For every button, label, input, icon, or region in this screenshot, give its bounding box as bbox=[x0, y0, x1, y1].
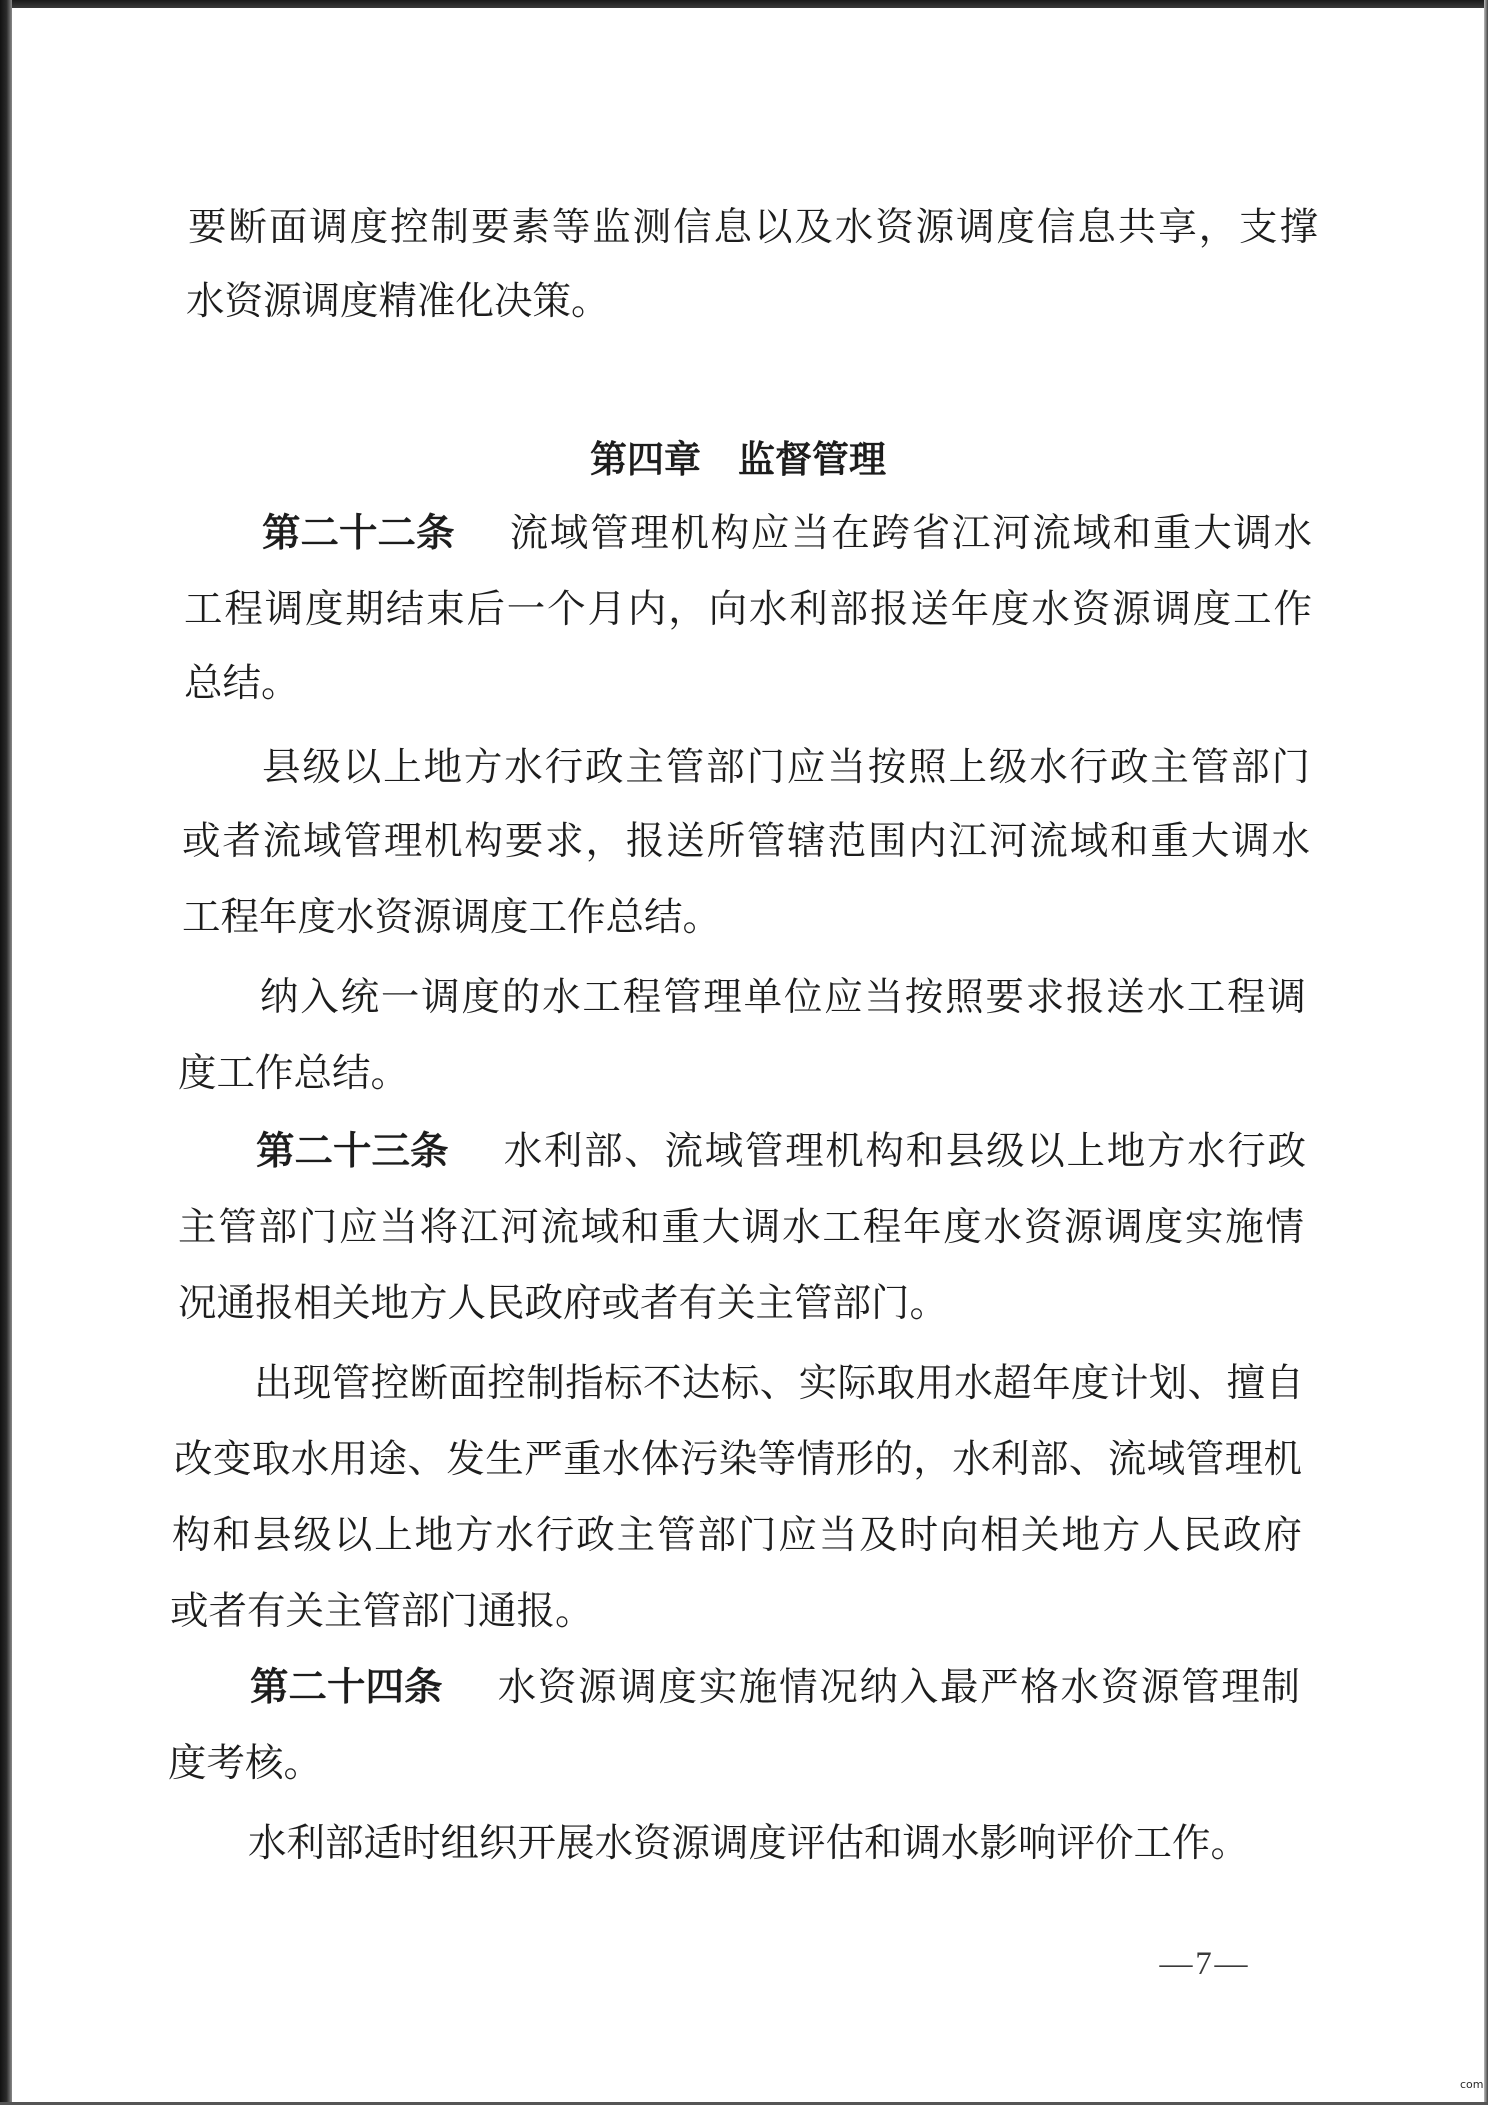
chapter-heading: 第四章 监督管理 bbox=[590, 438, 886, 481]
paragraph-line: 主管部门应当将江河流域和重大调水工程年度水资源调度实施情 bbox=[178, 1205, 1304, 1250]
paragraph-line: 工程年度水资源调度工作总结。 bbox=[182, 895, 722, 940]
paragraph-line: 水资源调度精准化决策。 bbox=[186, 279, 610, 324]
paragraph-line: 纳入统一调度的水工程管理单位应当按照要求报送水工程调 bbox=[260, 975, 1306, 1020]
article-24-first-line bbox=[250, 1664, 1300, 1712]
article-22-first-line bbox=[262, 510, 1312, 558]
article-24-label: 第二十四条 bbox=[250, 1665, 443, 1710]
paragraph-line: 或者有关主管部门通报。 bbox=[170, 1589, 594, 1634]
paragraph-line: 总结。 bbox=[184, 661, 300, 706]
paragraph-line: 工程调度期结束后一个月内，向水利部报送年度水资源调度工作 bbox=[184, 587, 1312, 632]
article-22-text: 流域管理机构应当在跨省江河流域和重大调水 bbox=[508, 511, 1312, 556]
paragraph-line: 度工作总结。 bbox=[178, 1051, 410, 1096]
paragraph-line: 水利部适时组织开展水资源调度评估和调水影响评价工作。 bbox=[248, 1821, 1250, 1866]
paragraph-line: 构和县级以上地方水行政主管部门应当及时向相关地方人民政府 bbox=[172, 1513, 1302, 1558]
paragraph-line: 改变取水用途、发生严重水体污染等情形的，水利部、流域管理机 bbox=[174, 1437, 1302, 1482]
paragraph-line: 或者流域管理机构要求，报送所管辖范围内江河流域和重大调水 bbox=[182, 819, 1310, 864]
page-dash-left: — bbox=[1159, 1946, 1196, 1982]
paragraph-line: 出现管控断面控制指标不达标、实际取用水超年度计划、擅自 bbox=[254, 1361, 1304, 1406]
page-dash-right: — bbox=[1211, 1946, 1248, 1982]
page-number-value: 7 bbox=[1195, 1946, 1212, 1982]
article-24-text: 水资源调度实施情况纳入最严格水资源管理制 bbox=[496, 1665, 1300, 1710]
paragraph-line: 要断面调度控制要素等监测信息以及水资源调度信息共享，支撑 bbox=[188, 205, 1318, 250]
corner-watermark: com bbox=[1460, 2078, 1484, 2091]
page-number bbox=[1112, 1898, 1262, 2030]
paragraph-line: 况通报相关地方人民政府或者有关主管部门。 bbox=[178, 1281, 949, 1326]
article-23-first-line bbox=[256, 1128, 1306, 1176]
paragraph-line: 度考核。 bbox=[168, 1741, 323, 1786]
article-23-label: 第二十三条 bbox=[256, 1129, 449, 1174]
paragraph-line: 县级以上地方水行政主管部门应当按照上级水行政主管部门 bbox=[262, 745, 1310, 790]
article-23-text: 水利部、流域管理机构和县级以上地方水行政 bbox=[502, 1129, 1306, 1174]
article-22-label: 第二十二条 bbox=[262, 511, 455, 556]
